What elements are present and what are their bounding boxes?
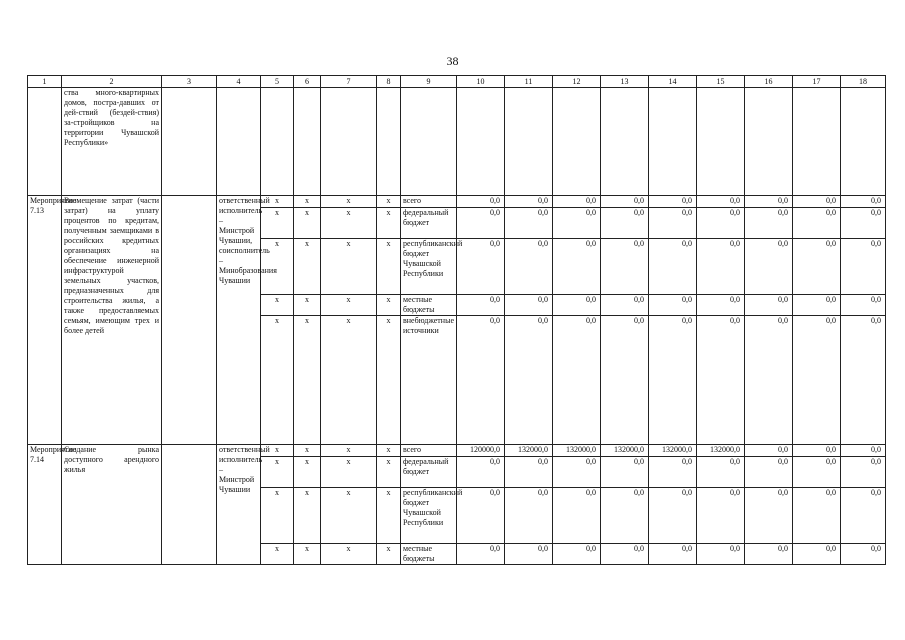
amount-cell: 0,0 [505,457,553,488]
x-mark: х [294,544,321,565]
page-number: 38 [446,54,459,68]
amount-cell: 132000,0 [505,445,553,457]
activity-code: Мероприятие 7.13 [28,196,62,445]
amount-cell: 0,0 [649,208,697,239]
x-mark: х [321,295,377,316]
amount-cell: 0,0 [841,295,886,316]
cell [162,196,217,445]
amount-cell: 0,0 [697,316,745,445]
amount-cell: 0,0 [841,544,886,565]
x-mark: х [377,316,401,445]
amount-cell: 0,0 [505,295,553,316]
amount-cell: 0,0 [505,316,553,445]
x-mark: х [321,196,377,208]
activity-name: Возмещение затрат (части затрат) на уплату процентов по кредитам, полученным заемщиками в российских кредитных организациях на обеспечение инженерной инфраструктурой земельных участков, предназначенных для строительства жилья, а также предоставляемых семьям, имеющим трех и более детей [62,196,162,445]
amount-cell: 0,0 [649,196,697,208]
amount-cell: 0,0 [457,488,505,544]
amount-cell: 0,0 [745,295,793,316]
amount-cell: 0,0 [457,457,505,488]
amount-cell: 0,0 [553,488,601,544]
x-mark: х [261,239,294,295]
x-mark: х [261,196,294,208]
col-header: 7 [321,76,377,88]
table-row [28,196,886,208]
amount-cell: 0,0 [697,488,745,544]
amount-cell: 0,0 [601,196,649,208]
funding-source: федеральный бюджет [401,208,457,239]
amount-cell: 0,0 [745,239,793,295]
amount-cell: 0,0 [841,316,886,445]
amount-cell: 0,0 [649,316,697,445]
x-mark: х [377,208,401,239]
amount-cell: 0,0 [841,488,886,544]
x-mark: х [321,316,377,445]
amount-cell: 0,0 [553,544,601,565]
x-mark: х [321,208,377,239]
amount-cell: 0,0 [553,208,601,239]
x-mark: х [377,239,401,295]
x-mark: х [294,196,321,208]
col-header: 9 [401,76,457,88]
x-mark: х [321,239,377,295]
col-header: 6 [294,76,321,88]
funding-source: всего [401,445,457,457]
col-header: 1 [28,76,62,88]
amount-cell: 0,0 [841,208,886,239]
amount-cell: 0,0 [697,239,745,295]
amount-cell: 0,0 [457,196,505,208]
amount-cell: 0,0 [745,316,793,445]
amount-cell: 0,0 [601,457,649,488]
header-row [28,76,886,88]
amount-cell: 0,0 [601,544,649,565]
amount-cell: 0,0 [505,544,553,565]
amount-cell: 0,0 [745,488,793,544]
col-header: 14 [649,76,697,88]
x-mark: х [261,316,294,445]
col-header: 2 [62,76,162,88]
amount-cell: 0,0 [697,208,745,239]
col-header: 16 [745,76,793,88]
x-mark: х [321,457,377,488]
col-header: 4 [217,76,261,88]
amount-cell: 0,0 [505,239,553,295]
amount-cell: 0,0 [553,239,601,295]
continuation-row [28,88,886,196]
budget-table [27,75,886,565]
amount-cell: 120000,0 [457,445,505,457]
funding-source: федеральный бюджет [401,457,457,488]
x-mark: х [377,457,401,488]
x-mark: х [294,295,321,316]
amount-cell: 0,0 [649,457,697,488]
col-header: 10 [457,76,505,88]
amount-cell: 132000,0 [553,445,601,457]
amount-cell: 0,0 [793,544,841,565]
amount-cell: 0,0 [601,488,649,544]
amount-cell: 0,0 [505,208,553,239]
x-mark: х [261,295,294,316]
amount-cell: 0,0 [697,196,745,208]
amount-cell: 0,0 [553,295,601,316]
cell [28,88,62,196]
x-mark: х [294,316,321,445]
col-header: 12 [553,76,601,88]
amount-cell: 0,0 [793,295,841,316]
funding-source: всего [401,196,457,208]
amount-cell: 132000,0 [697,445,745,457]
amount-cell: 0,0 [457,239,505,295]
activity-executor: ответственный исполнитель – Минстрой Чувашии [217,445,261,565]
amount-cell: 0,0 [601,295,649,316]
col-header: 15 [697,76,745,88]
amount-cell: 0,0 [841,457,886,488]
amount-cell: 0,0 [457,208,505,239]
amount-cell: 0,0 [553,196,601,208]
amount-cell: 0,0 [505,488,553,544]
x-mark: х [294,488,321,544]
amount-cell: 0,0 [457,544,505,565]
x-mark: х [377,488,401,544]
x-mark: х [261,488,294,544]
x-mark: х [321,488,377,544]
amount-cell: 0,0 [697,295,745,316]
x-mark: х [377,544,401,565]
col-header: 13 [601,76,649,88]
amount-cell: 0,0 [697,457,745,488]
amount-cell: 0,0 [841,239,886,295]
x-mark: х [294,457,321,488]
amount-cell: 0,0 [601,239,649,295]
amount-cell: 0,0 [745,208,793,239]
amount-cell: 0,0 [793,457,841,488]
funding-source: местные бюджеты [401,295,457,316]
amount-cell: 0,0 [649,488,697,544]
funding-source: местные бюджеты [401,544,457,565]
amount-cell: 0,0 [793,445,841,457]
amount-cell: 0,0 [793,488,841,544]
x-mark: х [321,544,377,565]
col-header: 18 [841,76,886,88]
col-header: 17 [793,76,841,88]
amount-cell: 0,0 [697,544,745,565]
amount-cell: 0,0 [793,239,841,295]
table-row [28,445,886,457]
amount-cell: 0,0 [793,316,841,445]
cell [162,445,217,565]
amount-cell: 0,0 [745,457,793,488]
col-header: 11 [505,76,553,88]
amount-cell: 0,0 [793,208,841,239]
x-mark: х [321,445,377,457]
amount-cell: 0,0 [841,196,886,208]
amount-cell: 0,0 [841,445,886,457]
activity-code: Мероприятие 7.14 [28,445,62,565]
amount-cell: 132000,0 [601,445,649,457]
amount-cell: 132000,0 [649,445,697,457]
amount-cell: 0,0 [553,457,601,488]
funding-source: внебюджетные источники [401,316,457,445]
amount-cell: 0,0 [745,544,793,565]
amount-cell: 0,0 [649,239,697,295]
x-mark: х [261,544,294,565]
amount-cell: 0,0 [457,295,505,316]
activity-executor: ответственный исполнитель – Минстрой Чувашии, соисполнитель – Минобразования Чувашии [217,196,261,445]
amount-cell: 0,0 [745,196,793,208]
col-header: 8 [377,76,401,88]
amount-cell: 0,0 [553,316,601,445]
col-header: 3 [162,76,217,88]
col-header: 5 [261,76,294,88]
x-mark: х [261,457,294,488]
funding-source: республиканский бюджет Чувашской Республики [401,488,457,544]
amount-cell: 0,0 [601,208,649,239]
amount-cell: 0,0 [505,196,553,208]
continuation-text: ства много-квартирных домов, постра-давших от дей-ствий (бездей-ствия) за-стройщиков на территории Чувашской Республики» [62,88,162,196]
amount-cell: 0,0 [457,316,505,445]
amount-cell: 0,0 [649,544,697,565]
x-mark: х [294,445,321,457]
x-mark: х [377,196,401,208]
x-mark: х [261,208,294,239]
amount-cell: 0,0 [793,196,841,208]
activity-name: Создание рынка доступного арендного жилья [62,445,162,565]
amount-cell: 0,0 [745,445,793,457]
x-mark: х [377,295,401,316]
x-mark: х [377,445,401,457]
funding-source: республиканский бюджет Чувашской Республики [401,239,457,295]
x-mark: х [261,445,294,457]
amount-cell: 0,0 [649,295,697,316]
x-mark: х [294,239,321,295]
x-mark: х [294,208,321,239]
amount-cell: 0,0 [601,316,649,445]
